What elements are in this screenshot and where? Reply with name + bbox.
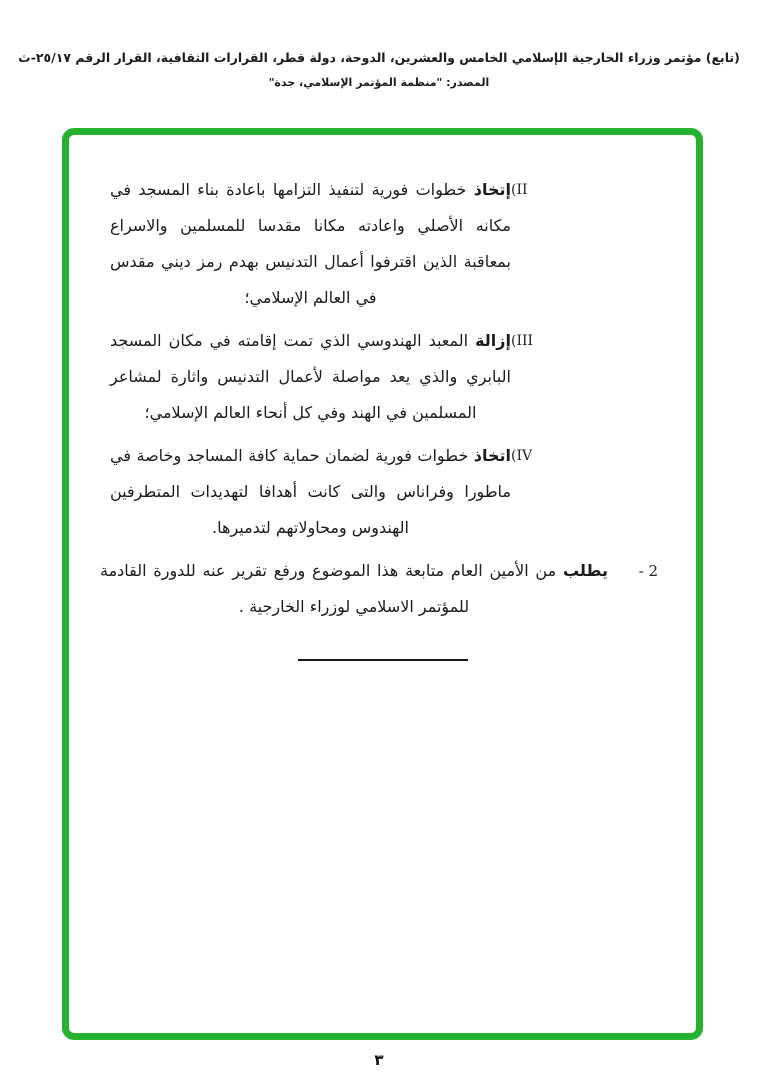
header-reference-line: (تابع) مؤتمر وزراء الخارجية الإسلامي الخامس والعشرين، الدوحة، دولة قطر، القرارات الثقافية، القرار الرقم ٢٥/١٧-ث	[18, 50, 740, 65]
resolution-body	[69, 135, 696, 1033]
subitem-marker-iii: (III	[511, 333, 534, 349]
subitem-body-text: خطوات فورية لتنفيذ التزامها باعادة بناء المسجد في مكانه الأصلي واعادته مكانا مقدسا للمسلمين والاسراع بمعاقبة الذين اقترفوا أعمال التدنيس بهدم رمز ديني مقدس في العالم الإسلامي؛	[110, 180, 511, 307]
resolution-subitem-iv	[110, 438, 555, 546]
subitem-body-text: المعبد الهندوسي الذي تمت إقامته في مكان المسجد البابري والذي يعد مواصلة لأعمال التدنيس واثارة لمشاعر المسلمين في الهند وفي كل أنحاء العالم الإسلامي؛	[110, 331, 511, 422]
subitem-text-ii	[110, 172, 511, 316]
header-source-line: المصدر: "منظمة المؤتمر الإسلامي، جدة"	[268, 76, 490, 89]
clause-2-body-text: من الأمين العام متابعة هذا الموضوع ورفع تقرير عنه للدورة القادمة للمؤتمر الاسلامي لوزراء الخارجية .	[100, 561, 557, 616]
section-divider	[298, 659, 468, 661]
page-number: ٣	[374, 1051, 384, 1069]
subitem-text-iii	[110, 323, 511, 431]
clause-2-text	[100, 553, 608, 625]
subitem-lead-word: اتخاذ	[473, 446, 511, 465]
resolution-clause-2	[100, 553, 658, 625]
resolution-subitem-iii	[110, 323, 555, 431]
subitem-lead-word: إزالة	[475, 331, 511, 350]
subitem-marker-ii: (II	[511, 182, 528, 198]
clause-2-lead-word: يطلب	[562, 561, 609, 580]
clause-2-marker: 2 -	[638, 562, 658, 580]
resolution-subitem-ii	[110, 172, 555, 316]
green-border-frame	[62, 128, 703, 1040]
subitem-marker-iv: (IV	[511, 448, 533, 464]
subitem-body-text: خطوات فورية لضمان حماية كافة المساجد وخاصة في ماطورا وفراناس والتى كانت أهدافا لتهديدات المتطرفين الهندوس ومحاولاتهم لتدميرها.	[110, 446, 511, 537]
subitem-lead-word: إتخاذ	[473, 180, 511, 199]
document-header	[0, 50, 758, 89]
subitem-text-iv	[110, 438, 511, 546]
